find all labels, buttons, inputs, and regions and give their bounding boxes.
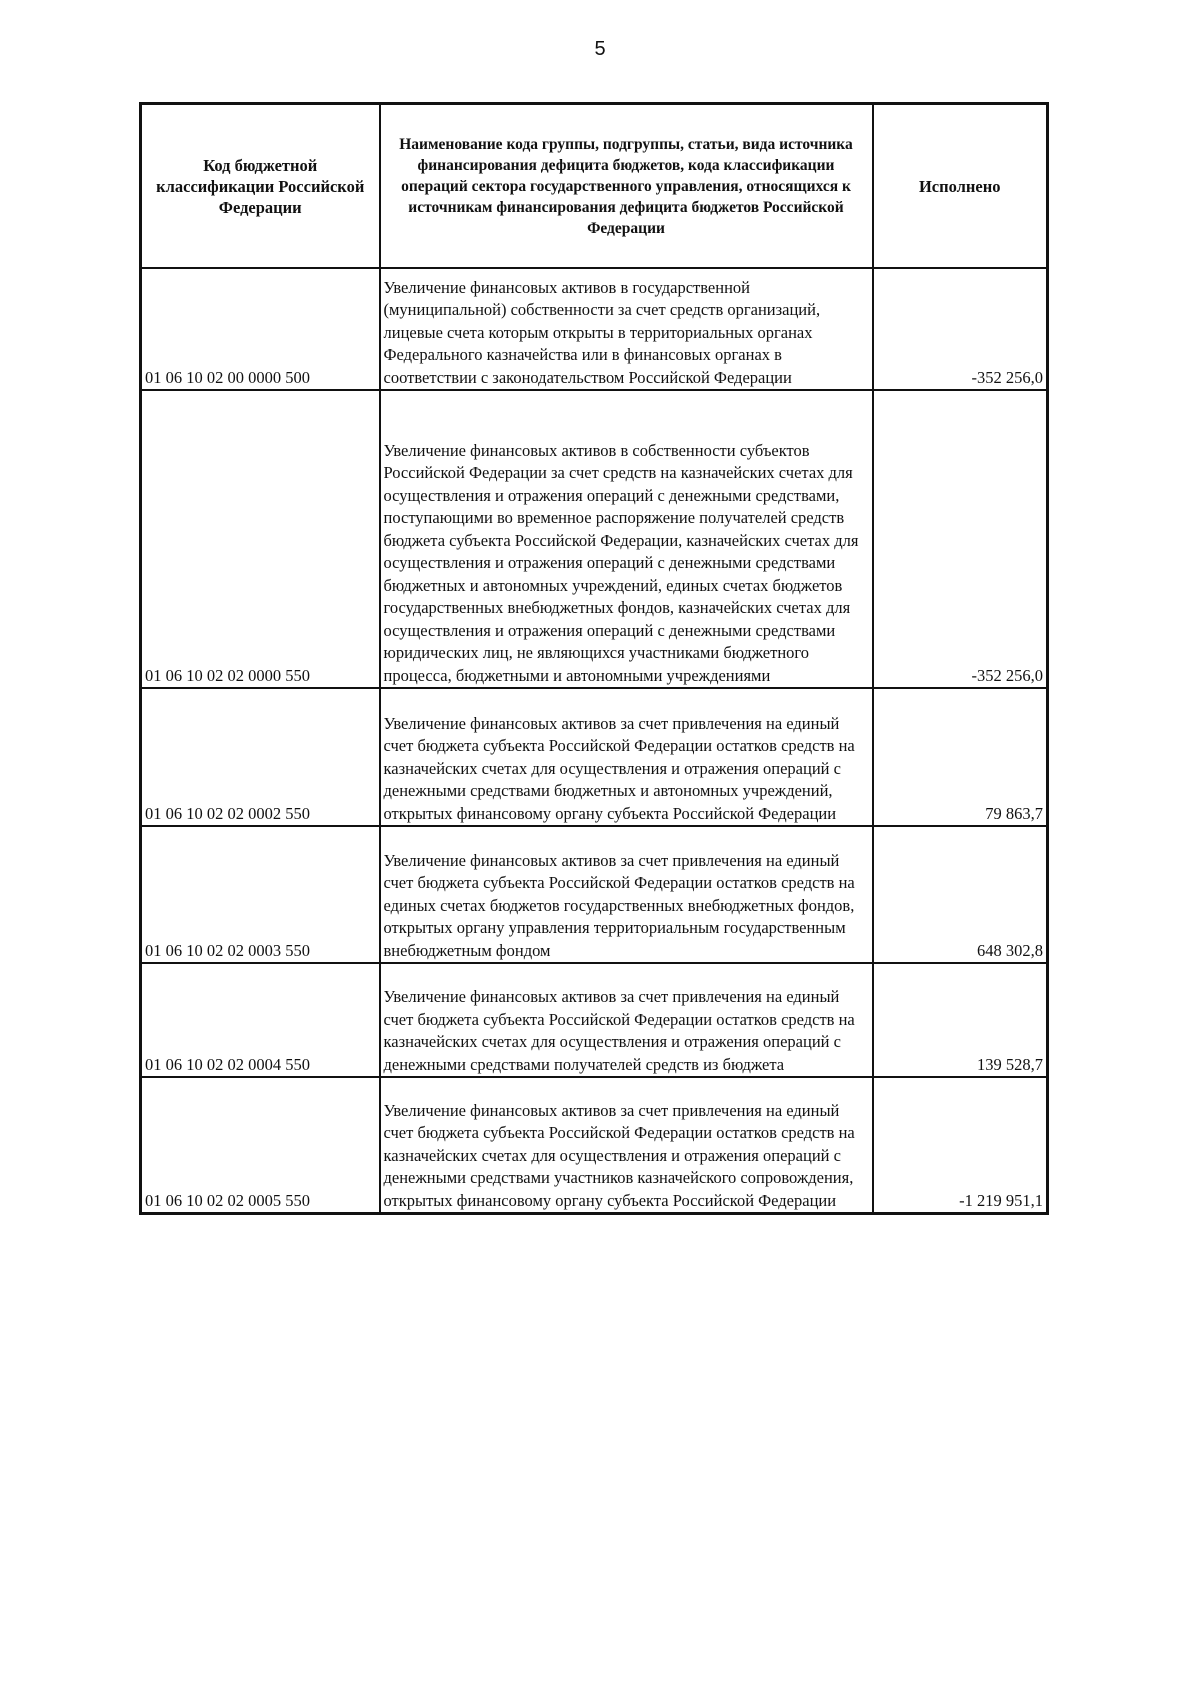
executed-amount-cell: -1 219 951,1 — [873, 1077, 1048, 1214]
description-cell: Увеличение финансовых активов за счет привлечения на единый счет бюджета субъекта Российской Федерации остатков средств на казначейских счетах для осуществления и отражения операций с денежными средствами получателей средств из бюджета — [380, 963, 873, 1077]
executed-amount-cell: 79 863,7 — [873, 688, 1048, 826]
budget-code-cell: 01 06 10 02 02 0005 550 — [141, 1077, 380, 1214]
executed-amount-cell: 139 528,7 — [873, 963, 1048, 1077]
table-row — [141, 268, 1048, 390]
description-cell: Увеличение финансовых активов за счет привлечения на единый счет бюджета субъекта Российской Федерации остатков средств на единых счетах бюджетов государственных внебюджетных фондов, открытых органу управления территориальным государственным внебюджетным фондом — [380, 826, 873, 963]
header-name: Наименование кода группы, подгруппы, статьи, вида источника финансирования дефицита бюджетов, кода классификации операций сектора государственного управления, относящихся к источникам финансирования дефицита бюджетов Российской Федерации — [380, 104, 873, 269]
budget-code-cell: 01 06 10 02 02 0004 550 — [141, 963, 380, 1077]
header-code: Код бюджетной классификации Российской Федерации — [141, 104, 380, 269]
budget-code-cell: 01 06 10 02 02 0002 550 — [141, 688, 380, 826]
budget-code-cell: 01 06 10 02 00 0000 500 — [141, 268, 380, 390]
budget-sources-table — [139, 102, 1049, 1215]
header-executed: Исполнено — [873, 104, 1048, 269]
description-cell: Увеличение финансовых активов в собственности субъектов Российской Федерации за счет средств на казначейских счетах для осуществления и отражения операций с денежными средствами, поступающими во временное распоряжение получателей средств бюджета субъекта Российской Федерации, казначейских счетах для осуществления и отражения операций с денежными средствами бюджетных и автономных учреждений, единых счетах бюджетов государственных внебюджетных фондов, казначейских счетах для осуществления и отражения операций с денежными средствами юридических лиц, не являющихся участниками бюджетного процесса, бюджетными и автономными учреждениями — [380, 390, 873, 688]
page-number: 5 — [594, 38, 606, 60]
description-cell: Увеличение финансовых активов за счет привлечения на единый счет бюджета субъекта Российской Федерации остатков средств на казначейских счетах для осуществления и отражения операций с денежными средствами бюджетных и автономных учреждений, открытых финансовому органу субъекта Российской Федерации — [380, 688, 873, 826]
table-row — [141, 963, 1048, 1077]
description-cell: Увеличение финансовых активов за счет привлечения на единый счет бюджета субъекта Российской Федерации остатков средств на казначейских счетах для осуществления и отражения операций с денежными средствами участников казначейского сопровождения, открытых финансовому органу субъекта Российской Федерации — [380, 1077, 873, 1214]
description-cell: Увеличение финансовых активов в государственной (муниципальной) собственности за счет средств организаций, лицевые счета которым открыты в территориальных органах Федерального казначейства или в финансовых органах в соответствии с законодательством Российской Федерации — [380, 268, 873, 390]
budget-code-cell: 01 06 10 02 02 0000 550 — [141, 390, 380, 688]
budget-code-cell: 01 06 10 02 02 0003 550 — [141, 826, 380, 963]
table-row — [141, 688, 1048, 826]
table-header-row — [141, 104, 1048, 269]
executed-amount-cell: 648 302,8 — [873, 826, 1048, 963]
executed-amount-cell: -352 256,0 — [873, 268, 1048, 390]
executed-amount-cell: -352 256,0 — [873, 390, 1048, 688]
table-row — [141, 390, 1048, 688]
table-row — [141, 1077, 1048, 1214]
table-row — [141, 826, 1048, 963]
